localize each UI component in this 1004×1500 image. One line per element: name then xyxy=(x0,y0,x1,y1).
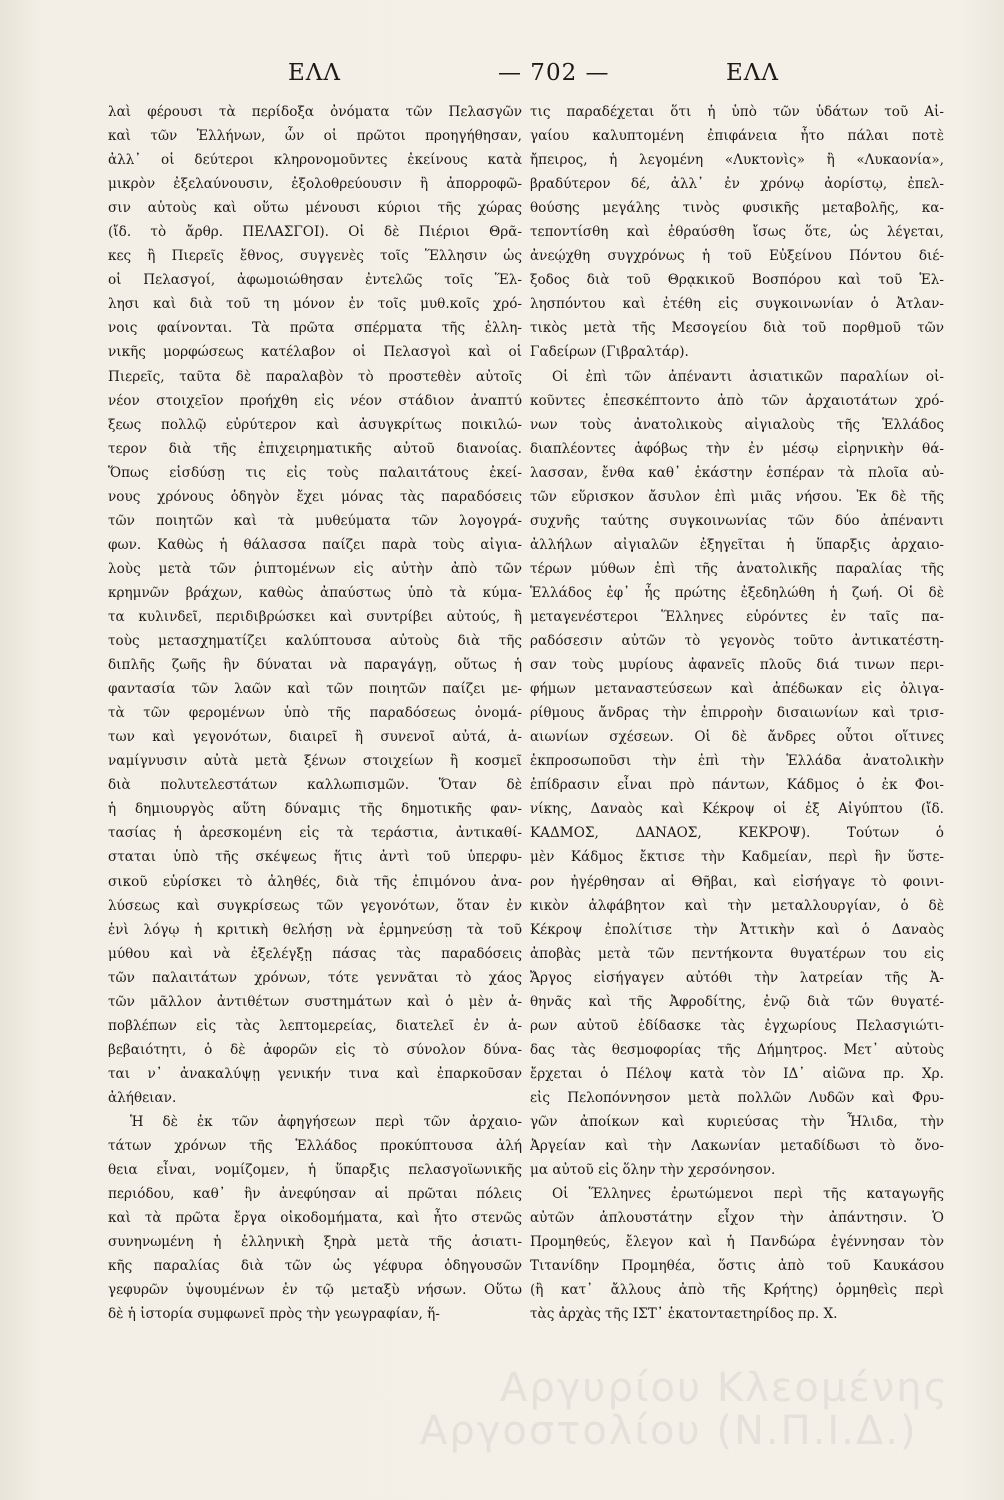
header-right-term: ΕΛΛ xyxy=(726,60,780,86)
text-line: ἤπειρος, ἡ λεγομένη «Λυκτονὶς» ἢ «Λυκαονία», xyxy=(530,152,944,169)
text-line: Ἑλλάδος ἐφ᾽ ἧς πρώτης ἐξεδηλώθη ἡ ζωή. Οἱ δὲ xyxy=(530,584,944,601)
text-line: αιωνίων σχέσεων. Οἱ δὲ ἄνδρες οὗτοι οἵτινες xyxy=(530,729,944,746)
text-line: ποβλέπων εἰς τὰς λεπτομερείας, διατελεῖ ἐν ἀ- xyxy=(108,1017,522,1034)
text-line: Οἱ ἐπὶ τῶν ἀπέναντι ἀσιατικῶν παραλίων οἰ- xyxy=(552,368,944,385)
text-line: συνηνωμένη ἡ ἑλληνικὴ ξηρὰ μετὰ τῆς ἀσιατι- xyxy=(108,1234,522,1251)
text-line: κικὸν ἀλφάβητον καὶ τὴν μεταλλουργίαν, ὁ δὲ xyxy=(530,897,944,914)
text-line: τερον διὰ τῆς ἐπιχειρηματικῆς αὐτοῦ διανοίας. xyxy=(108,440,522,457)
header-left-term: ΕΛΛ xyxy=(288,60,342,86)
left-column xyxy=(108,100,522,1326)
library-watermark-line2: Αργοστολίου (Ν.Π.Ι.Δ.) xyxy=(420,1408,918,1454)
text-line: σικοῦ εὑρίσκει τὸ ἀληθές, διὰ τῆς ἐπιμόνου ἀνα- xyxy=(108,873,522,890)
text-line: θεια εἶναι, νομίζομεν, ἡ ὕπαρξις πελασγοϊωνικῆς xyxy=(108,1162,522,1179)
text-line: ἀλλ᾽ οἱ δεύτεροι κληρονομοῦντες ἐκείνους κατὰ xyxy=(108,152,522,169)
text-line: εἰς Πελοπόννησον μετὰ πολλῶν Λυδῶν καὶ Φρυ- xyxy=(530,1089,944,1106)
text-line: νέον στοιχεῖον προήχθη εἰς νέον στάδιον ἀναπτύ xyxy=(108,392,522,409)
text-line: γεφυρῶν ὑψουμένων ἐν τῷ μεταξὺ νήσων. Οὕτω xyxy=(108,1282,522,1299)
text-line: καὶ τὰ πρῶτα ἔργα οἰκοδομήματα, καὶ ἦτο στενῶς xyxy=(108,1210,522,1227)
text-line: γαίου καλυπτομένη ἐπιφάνεια ἦτο πάλαι ποτὲ xyxy=(530,128,944,145)
text-line: μικρὸν ἐξελαύνουσιν, ἐξολοθρεύουσιν ἢ ἀπορροφῶ- xyxy=(108,176,522,193)
text-line: διὰ πολυτελεστάτων καλλωπισμῶν. Ὅταν δὲ xyxy=(108,777,522,794)
page-header xyxy=(108,60,944,100)
text-line: σταται ὑπὸ τῆς σκέψεως ἥτις ἀντὶ τοῦ ὑπερφυ- xyxy=(108,849,522,866)
text-line: βραδύτερον δέ, ἀλλ᾽ ἐν χρόνῳ ἀορίστῳ, ἐπελ- xyxy=(530,176,944,193)
text-line: Ἀργείαν καὶ τὴν Λακωνίαν μεταδίδωσι τὸ ὄνο- xyxy=(530,1138,944,1155)
text-line: Γαδείρων (Γιβραλτάρ). xyxy=(530,344,689,361)
text-line: τῶν παλαιτάτων χρόνων, τότε γεννᾶται τὸ χάος xyxy=(108,969,522,986)
text-line: νοις φαίνονται. Τὰ πρῶτα σπέρματα τῆς ἑλλη- xyxy=(108,320,522,337)
text-line: τέρων μύθων ἐπὶ τῆς ἀνατολικῆς παραλίας τῆς xyxy=(530,560,944,577)
text-line: λησπόντου καὶ ἐτέθη εἰς συγκοινωνίαν ὁ Ἀτλαν- xyxy=(530,296,944,313)
text-line: ρίθμους ἄνδρας τὴν ἐπιρροὴν δισαιωνίων καὶ τρισ- xyxy=(530,705,944,722)
page-number: — 702 — xyxy=(498,60,610,86)
text-line: ἔρχεται ὁ Πέλοψ κατὰ τὸν ΙΔ᾽ αἰῶνα πρ. Χρ. xyxy=(530,1065,944,1082)
text-line: τάτων χρόνων τῆς Ἑλλάδος προκύπτουσα ἀλή xyxy=(108,1138,522,1155)
text-line: σιν αὐτοὺς καὶ οὕτω μένουσι κύριοι τῆς χώρας xyxy=(108,200,522,217)
library-watermark: Αργυρίου Κλεομένης xyxy=(500,1365,950,1411)
text-line: ἡ δημιουργὸς αὕτη δύναμις τῆς δημοτικῆς φαν- xyxy=(108,801,522,818)
text-line: διαπλέοντες ἀφόβως τὴν ἐν μέσῳ εἰρηνικὴν θά- xyxy=(530,440,944,457)
text-line: ρον ἠγέρθησαν αἱ Θῆβαι, καὶ εἰσήγαγε τὸ φοινι- xyxy=(530,873,944,890)
text-line: κρημνῶν βράχων, καθὼς ἀπαύστως ὑπὸ τὰ κύμα- xyxy=(108,584,522,601)
text-line: λησι καὶ διὰ τοῦ τη μόνον ἐν τοῖς μυθ.κοῖς χρό- xyxy=(108,296,522,313)
text-line: μα αὐτοῦ εἰς ὅλην τὴν χερσόνησον. xyxy=(530,1162,776,1179)
text-line: των καὶ γεγονότων, διαιρεῖ ἢ συνενοῖ αὐτά, ἀ- xyxy=(108,729,522,746)
text-line: τις παραδέχεται ὅτι ἡ ὑπὸ τῶν ὑδάτων τοῦ Αἰ- xyxy=(530,104,944,120)
text-line: ται ν᾽ ἀνακαλύψῃ γενικήν τινα καὶ ἐπαρκοῦσαν xyxy=(108,1065,522,1082)
text-line: Προμηθεύς, ἔλεγον καὶ ἡ Πανδώρα ἐγέννησαν τὸν xyxy=(530,1234,944,1251)
text-line: τῶν εὕρισκον ἄσυλον ἐπὶ μιᾶς νήσου. Ἐκ δὲ τῆς xyxy=(530,488,944,505)
text-line: Κέκροψ ἐπολίτισε τὴν Ἀττικὴν καὶ ὁ Δαναὸς xyxy=(530,921,944,938)
text-line: νους χρόνους ὁδηγὸν ἔχει μόνας τὰς παραδόσεις xyxy=(108,488,522,505)
text-line: φήμων μεταναστεύσεων καὶ ἀπέδωκαν εἰς ὀλιγα- xyxy=(530,681,944,698)
text-line: Ἡ δὲ ἐκ τῶν ἀφηγήσεων περὶ τῶν ἀρχαιο- xyxy=(130,1113,522,1130)
text-line: κῆς παραλίας διὰ τῶν ὡς γέφυρα ὁδηγουσῶν xyxy=(108,1258,522,1275)
text-line: τα κυλινδεῖ, περιδιβρώσκει καὶ συντρίβει αὐτούς, ἢ xyxy=(108,608,522,625)
text-line: ἀλήθειαν. xyxy=(108,1089,177,1106)
text-line: λύσεως καὶ συγκρίσεως τῶν γεγονότων, ὅταν ἐν xyxy=(108,897,522,914)
text-line: δας τὰς θεσμοφορίας τῆς Δήμητρος. Μετ᾽ αὐτοὺς xyxy=(530,1041,944,1058)
text-line: κες ἢ Πιερεῖς ἔθνος, συγγενὲς τοῖς Ἕλλησιν ὡς xyxy=(108,248,522,265)
text-line: Πιερεῖς, ταῦτα δὲ παραλαβὸν τὸ προστεθὲν αὐτοῖς xyxy=(108,368,522,385)
text-line: νων τοὺς ἀνατολικοὺς αἰγιαλοὺς τῆς Ἑλλάδος xyxy=(530,416,944,433)
text-line: ξεως πολλῷ εὐρύτερον καὶ ἀσυγκρίτως ποικιλώ- xyxy=(108,416,522,433)
text-line: κοῦντες ἐπεσκέπτοντο ἀπὸ τῶν ἀρχαιοτάτων χρό- xyxy=(530,392,944,409)
text-line: ἐκπροσωποῦσι τὴν ἐπὶ τὴν Ἑλλάδα ἀνατολικὴν xyxy=(530,753,944,770)
text-line: τῶν ποιητῶν καὶ τὰ μυθεύματα τῶν λογογρά- xyxy=(108,512,522,529)
text-line: ναμίγνυσιν αὐτὰ μετὰ ξένων στοιχείων ἢ κοσμεῖ xyxy=(108,753,522,770)
text-line: μύθου καὶ νὰ ἐξελέγξῃ πάσας τὰς παραδόσεις xyxy=(108,945,522,962)
text-line: τῶν μᾶλλον ἀντιθέτων συστημάτων καὶ ὁ μὲν ἀ- xyxy=(108,993,522,1010)
text-line: δὲ ἡ ἱστορία συμφωνεῖ πρὸς τὴν γεωγραφίαν, ἥ- xyxy=(108,1306,440,1323)
text-line: τασίας ἡ ἀρεσκομένη εἰς τὰ τεράστια, ἀντικαθί- xyxy=(108,825,522,842)
text-line: (ἢ κατ᾽ ἄλλους ἀπὸ τῆς Κρήτης) ὁρμηθεὶς περὶ xyxy=(530,1282,944,1299)
text-line: μεταγενέστεροι Ἕλληνες εὑρόντες ἐν ταῖς πα- xyxy=(530,608,944,625)
text-line: ἑνὶ λόγῳ ἡ κριτικὴ θελήσῃ νὰ ἑρμηνεύσῃ τὰ τοῦ xyxy=(108,921,522,938)
text-line: ἀλλήλων αἰγιαλῶν ἐξηγεῖται ἡ ὕπαρξις ἀρχαιο- xyxy=(530,536,944,553)
text-line: ξοδος διὰ τοῦ Θρᾳκικοῦ Βοσπόρου καὶ τοῦ Ἑλ- xyxy=(530,272,944,289)
text-line: θούσης μεγάλης τινὸς φυσικῆς μεταβολῆς, κα- xyxy=(530,200,944,217)
text-line: λασσαν, ἔνθα καθ᾽ ἑκάστην ἑσπέραν τὰ πλοῖα αὐ- xyxy=(530,464,944,481)
text-line: Ὅπως εἰσδύσῃ τις εἰς τοὺς παλαιτάτους ἐκεί- xyxy=(108,464,522,481)
text-line: λαὶ φέρουσι τὰ περίδοξα ὀνόματα τῶν Πελασγῶν xyxy=(108,104,522,120)
text-line: τοὺς μετασχηματίζει καλύπτουσα αὐτοὺς διὰ τῆς xyxy=(108,633,522,650)
text-line: λοὺς μετὰ τῶν ῥιπτομένων εἰς αὐτὴν ἀπὸ τῶν xyxy=(108,560,522,577)
text-line: τικὸς μετὰ τῆς Μεσογείου διὰ τοῦ πορθμοῦ τῶν xyxy=(530,320,944,337)
text-line: βεβαιότητι, ὁ δὲ ἀφορῶν εἰς τὸ σύνολον δύνα- xyxy=(108,1041,522,1058)
text-columns xyxy=(108,100,944,1326)
text-line: τὰς ἀρχὰς τῆς ΙΣΤ᾽ ἑκατονταετηρίδος πρ. Χ. xyxy=(530,1306,838,1323)
text-line: Τιτανίδην Προμηθέα, ὅστις ἀπὸ τοῦ Καυκάσου xyxy=(530,1258,944,1275)
text-line: ἀνεῴχθη συγχρόνως ἡ τοῦ Εὐξείνου Πόντου διέ- xyxy=(530,248,944,265)
text-line: συχνῆς ταύτης συγκοινωνίας τῶν δύο ἀπέναντι xyxy=(530,512,944,529)
text-line: σαν τοὺς μυρίους ἀφανεῖς πλοῦς διά τινων περι- xyxy=(530,657,944,674)
text-line: τεποντίσθη καὶ ἐθραύσθη ἴσως ὅτε, ὡς λέγεται, xyxy=(530,224,944,241)
text-line: μὲν Κάδμος ἔκτισε τὴν Καδμείαν, περὶ ἣν ὕστε- xyxy=(530,849,944,866)
text-line: νικῆς μορφώσεως κατέλαβον οἱ Πελασγοὶ καὶ οἱ xyxy=(108,344,522,361)
text-line: γῶν ἀποίκων καὶ κυριεύσας τὴν Ἦλιδα, τὴν xyxy=(530,1113,944,1130)
text-line: οἱ Πελασγοί, ἀφωμοιώθησαν ἐντελῶς τοῖς Ἕλ- xyxy=(108,272,522,289)
text-line: αὐτῶν ἁπλουστάτην εἶχον τὴν ἀπάντησιν. Ὁ xyxy=(530,1210,944,1227)
text-line: ἐπίδρασιν εἶναι πρὸ πάντων, Κάδμος ὁ ἐκ Φοι- xyxy=(530,777,944,794)
right-column xyxy=(530,100,944,1326)
text-line: θηνᾶς καὶ τῆς Ἀφροδίτης, ἐνῷ διὰ τῶν θυγατέ- xyxy=(530,993,944,1010)
text-line: φαντασία τῶν λαῶν καὶ τῶν ποιητῶν παίζει με- xyxy=(108,681,522,698)
text-line: διπλῆς ζωῆς ἣν δύναται νὰ παραγάγῃ, οὕτως ἡ xyxy=(108,657,522,674)
text-line: ρων αὐτοῦ ἐδίδασκε τὰς ἐγχωρίους Πελασγιώτι- xyxy=(530,1017,944,1034)
text-line: φων. Καθὼς ἡ θάλασσα παίζει παρὰ τοὺς αἰγια- xyxy=(108,536,522,553)
text-line: τὰ τῶν φερομένων ὑπὸ τῆς παραδόσεως ὀνομά- xyxy=(108,705,522,722)
text-line: νίκης, Δαναὸς καὶ Κέκροψ οἱ ἐξ Αἰγύπτου (ἴδ. xyxy=(530,801,944,818)
text-line: ραδόσεσιν αὐτῶν τὸ γεγονὸς τοῦτο ἀντικατέστη- xyxy=(530,633,944,650)
text-line: καὶ τῶν Ἑλλήνων, ὧν οἱ πρῶτοι προηγήθησαν, xyxy=(108,128,522,145)
text-line: ΚΑΔΜΟΣ, ΔΑΝΑΟΣ, ΚΕΚΡΟΨ). Τούτων ὁ xyxy=(530,825,944,842)
text-line: Ἄργος εἰσήγαγεν αὐτόθι τὴν λατρείαν τῆς Ἀ- xyxy=(530,969,944,986)
text-line: περιόδου, καθ᾽ ἣν ἀνεφύησαν αἱ πρῶται πόλεις xyxy=(108,1186,522,1203)
text-line: (ἴδ. τὸ ἄρθρ. ΠΕΛΑΣΓΟΙ). Οἱ δὲ Πιέριοι Θρᾶ- xyxy=(108,224,522,241)
text-line: Οἱ Ἕλληνες ἐρωτώμενοι περὶ τῆς καταγωγῆς xyxy=(552,1186,944,1203)
text-line: ἀποβὰς μετὰ τῶν πεντήκοντα θυγατέρων του εἰς xyxy=(530,945,944,962)
